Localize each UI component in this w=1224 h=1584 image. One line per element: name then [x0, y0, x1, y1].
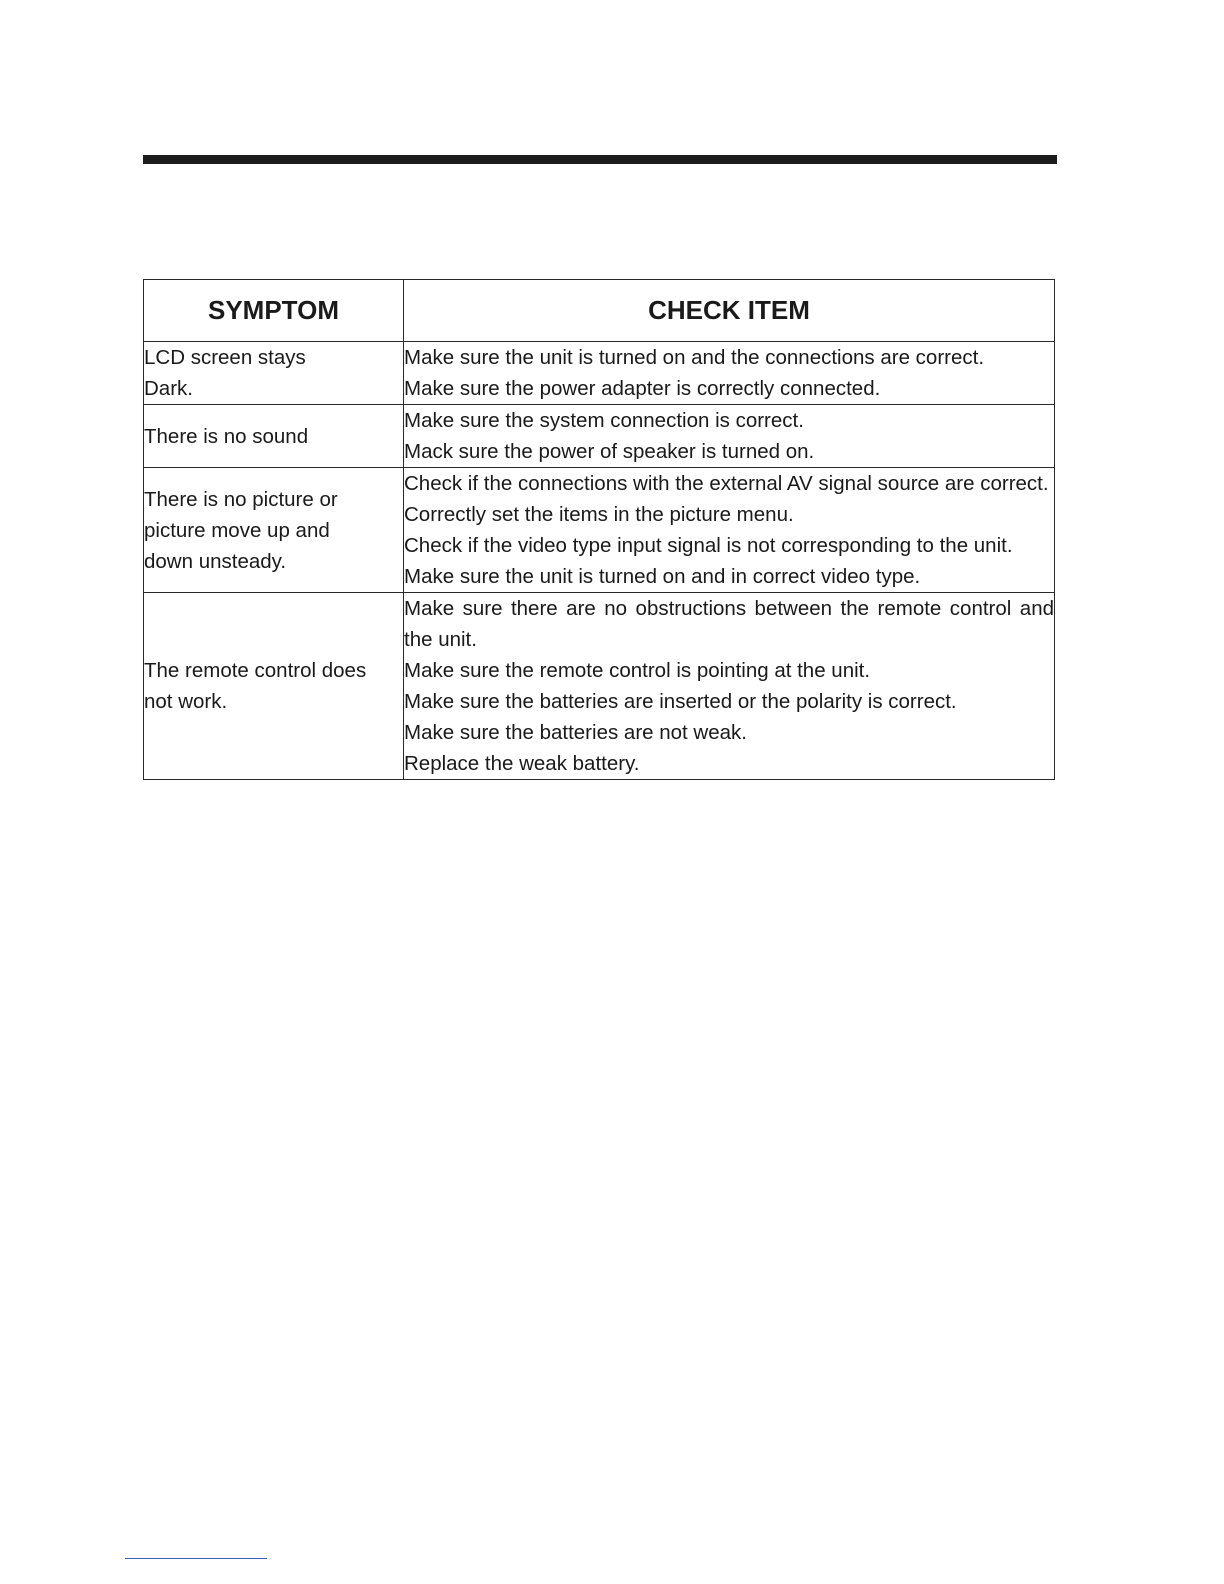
symptom-text: There is no picture or: [144, 487, 338, 511]
check-item: Make sure the unit is turned on and the connections are correct.: [404, 346, 985, 369]
symptom-text: Dark.: [144, 377, 193, 400]
symptom-cell: [144, 405, 404, 468]
check-item: Correctly set the items in the picture menu.: [404, 503, 794, 526]
check-item: Check if the connections with the external AV signal source are correct.: [404, 472, 1049, 495]
symptom-header: SYMPTOM: [144, 280, 404, 342]
check-item: Replace the weak battery.: [404, 752, 640, 775]
symptom-cell: [144, 342, 404, 405]
check-item: Check if the video type input signal is not corresponding to the unit.: [404, 534, 1013, 557]
check-item: Make sure the remote control is pointing at the unit.: [404, 659, 871, 682]
symptom-text: picture move up and: [144, 518, 330, 542]
check-item-header: CHECK ITEM: [404, 280, 1055, 342]
check-cell: [404, 405, 1055, 468]
symptom-text: The remote control does: [144, 659, 367, 682]
check-item: Make sure the system connection is correct.: [404, 409, 804, 432]
symptom-text: down unsteady.: [144, 549, 287, 573]
check-cell: [404, 593, 1055, 780]
check-item: Make sure the power adapter is correctly connected.: [404, 377, 881, 400]
table-row: [144, 342, 1055, 405]
symptom-text: not work.: [144, 690, 228, 713]
check-cell: [404, 342, 1055, 405]
check-cell: [404, 468, 1055, 593]
check-item: Make sure the batteries are not weak.: [404, 721, 747, 744]
symptom-text: LCD screen stays: [144, 346, 306, 369]
top-rule: [143, 155, 1057, 164]
symptom-cell: [144, 593, 404, 780]
table-row: [144, 593, 1055, 780]
footer-rule: [125, 1558, 267, 1559]
table-row: [144, 468, 1055, 593]
check-item: Make sure the unit is turned on and in correct video type.: [404, 565, 921, 588]
symptom-text: There is no sound: [144, 424, 309, 448]
check-item: Make sure there are no obstructions between the remote control and the unit.: [404, 597, 1054, 651]
table-header-row: [144, 280, 1055, 342]
table-row: [144, 405, 1055, 468]
check-item: Make sure the batteries are inserted or the polarity is correct.: [404, 690, 957, 713]
check-item: Mack sure the power of speaker is turned on.: [404, 440, 815, 463]
symptom-cell: [144, 468, 404, 593]
troubleshooting-table: [143, 279, 1055, 780]
